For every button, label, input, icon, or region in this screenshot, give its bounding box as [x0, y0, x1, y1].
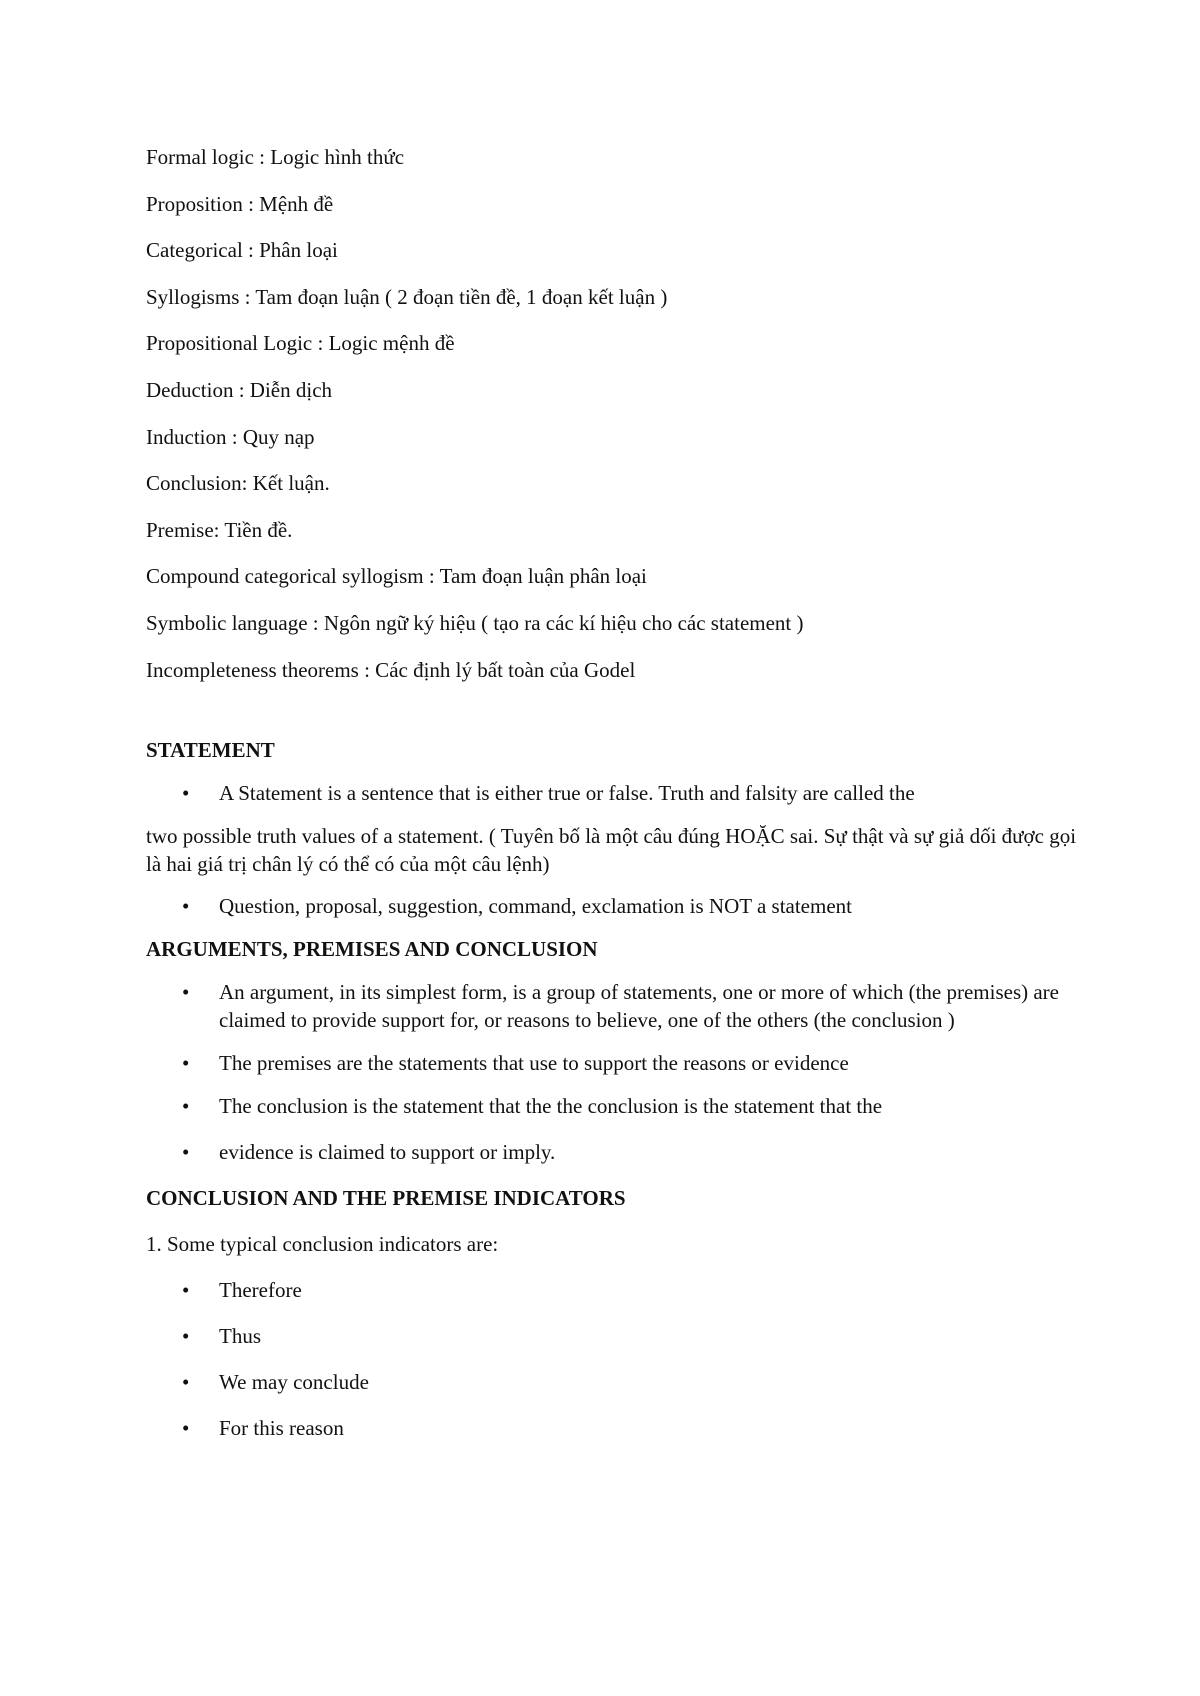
list-item-text: Thus — [219, 1323, 261, 1348]
glossary-entry: Proposition : Mệnh đề — [146, 191, 334, 216]
list-item-text: The conclusion is the statement that the the conclusion is the statement that the — [219, 1093, 883, 1118]
statement-continuation: two possible truth values of a statement. ( Tuyên bố là một câu đúng HOẶC sai. Sự thật và sự giả dối được gọi là hai giá trị chân lý có thể có của một câu lệnh) — [146, 823, 1077, 876]
list-item — [146, 1414, 1086, 1442]
list-item — [146, 1138, 1086, 1166]
list-item-text: For this reason — [219, 1415, 344, 1440]
list-item-text: A Statement is a sentence that is either true or false. Truth and falsity are called the — [219, 780, 915, 805]
indicators-list — [146, 1276, 1086, 1442]
list-item — [146, 1049, 1086, 1077]
glossary-entry: Categorical : Phân loại — [146, 238, 338, 263]
bullet-icon: • — [182, 1139, 190, 1164]
list-item-text: Therefore — [219, 1277, 302, 1302]
list-item-text: We may conclude — [219, 1369, 369, 1394]
glossary-entry: Formal logic : Logic hình thức — [146, 145, 405, 169]
glossary-entry: Conclusion: Kết luận. — [146, 471, 330, 496]
bullet-icon: • — [182, 1415, 190, 1440]
glossary-entry: Symbolic language : Ngôn ngữ ký hiệu ( tạo ra các kí hiệu cho các statement ) — [146, 610, 804, 635]
list-item — [146, 779, 1086, 807]
bullet-icon: • — [182, 1093, 190, 1118]
bullet-icon: • — [182, 1369, 190, 1394]
list-item — [146, 1092, 1086, 1120]
document-body — [146, 143, 1086, 1442]
statement-heading: STATEMENT — [146, 737, 275, 762]
glossary-entry: Syllogisms : Tam đoạn luận ( 2 đoạn tiền đề, 1 đoạn kết luận ) — [146, 284, 668, 309]
list-item-text: Question, proposal, suggestion, command, exclamation is NOT a statement — [219, 893, 852, 918]
bullet-icon: • — [182, 1277, 190, 1302]
list-item-text: An argument, in its simplest form, is a group of statements, one or more of which (the premises) are claimed to provide support for, or reasons to believe, one of the others (the conclusion ) — [219, 979, 1059, 1032]
arguments-list — [146, 978, 1086, 1166]
list-item-text: The premises are the statements that use to support the reasons or evidence — [219, 1050, 849, 1075]
bullet-icon: • — [182, 893, 190, 918]
glossary-entry: Deduction : Diễn dịch — [146, 377, 333, 402]
statement-list — [146, 779, 1086, 807]
indicators-heading: CONCLUSION AND THE PREMISE INDICATORS — [146, 1185, 626, 1210]
glossary-entry: Premise: Tiền đề. — [146, 517, 293, 542]
statement-list-2 — [146, 892, 1086, 920]
glossary-entry: Incompleteness theorems : Các định lý bất toàn của Godel — [146, 657, 636, 682]
glossary-entry: Propositional Logic : Logic mệnh đề — [146, 331, 455, 356]
indicators-intro: 1. Some typical conclusion indicators are: — [146, 1231, 499, 1256]
arguments-heading: ARGUMENTS, PREMISES AND CONCLUSION — [146, 936, 598, 961]
bullet-icon: • — [182, 1323, 190, 1348]
list-item — [146, 1368, 1086, 1396]
glossary-entry: Induction : Quy nạp — [146, 424, 315, 449]
list-item — [146, 892, 1086, 920]
list-item — [146, 978, 1086, 1034]
list-item — [146, 1276, 1086, 1304]
bullet-icon: • — [182, 979, 190, 1004]
glossary-list — [146, 143, 1086, 684]
bullet-icon: • — [182, 780, 190, 805]
list-item — [146, 1322, 1086, 1350]
glossary-entry: Compound categorical syllogism : Tam đoạn luận phân loại — [146, 564, 647, 589]
bullet-icon: • — [182, 1050, 190, 1075]
list-item-text: evidence is claimed to support or imply. — [219, 1139, 556, 1164]
